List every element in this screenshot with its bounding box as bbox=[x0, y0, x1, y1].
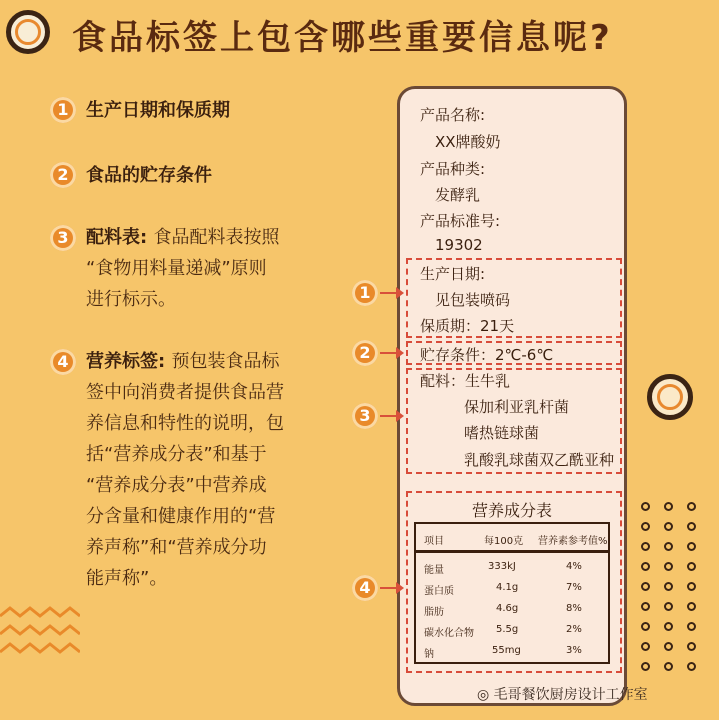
nutrition-nrv: 3% bbox=[566, 645, 582, 656]
arrow-icon bbox=[380, 292, 402, 294]
dot-decoration bbox=[641, 522, 650, 531]
dot-decoration bbox=[664, 582, 673, 591]
item-3-line: “食物用料量递减”原则 bbox=[86, 258, 267, 279]
decorative-ring-icon bbox=[647, 374, 693, 420]
dot-decoration bbox=[664, 522, 673, 531]
nutrition-nrv: 4% bbox=[566, 561, 582, 572]
dot-pattern-decoration bbox=[641, 502, 711, 682]
dot-decoration bbox=[687, 522, 696, 531]
wechat-icon: ◎ bbox=[477, 687, 494, 703]
item-3-line: 食品配料表按照 bbox=[153, 227, 280, 248]
ingredients-label: 配料：生牛乳 bbox=[420, 372, 511, 390]
item-number-4: 4 bbox=[50, 349, 76, 375]
item-4-line: 括“营养成分表”和基于 bbox=[86, 444, 267, 465]
nutrition-item: 能量 bbox=[424, 565, 444, 576]
item-3-line: 进行标示。 bbox=[86, 289, 176, 310]
watermark bbox=[477, 684, 648, 704]
nutrition-item: 脂肪 bbox=[424, 607, 444, 618]
dot-decoration bbox=[664, 642, 673, 651]
nutrition-header: 项目 bbox=[424, 536, 444, 547]
item-3 bbox=[86, 222, 348, 315]
item-4-line: 签中向消费者提供食品营 bbox=[86, 382, 284, 403]
nutrition-item: 蛋白质 bbox=[424, 586, 454, 597]
dot-decoration bbox=[687, 542, 696, 551]
dot-decoration bbox=[641, 622, 650, 631]
dot-decoration bbox=[641, 562, 650, 571]
shelf-life: 保质期：21天 bbox=[420, 317, 515, 335]
arrow-icon bbox=[380, 587, 402, 589]
nutrition-nrv: 8% bbox=[566, 603, 582, 614]
dot-decoration bbox=[641, 642, 650, 651]
item-1-label: 生产日期和保质期 bbox=[86, 100, 230, 121]
product-standard-label: 产品标准号: bbox=[420, 212, 501, 230]
nutrition-value: 4.1g bbox=[496, 582, 519, 593]
nutrition-item: 碳水化合物 bbox=[424, 628, 474, 639]
item-4-line: 能声称”。 bbox=[86, 568, 168, 589]
dot-decoration bbox=[664, 622, 673, 631]
arrow-icon bbox=[380, 352, 402, 354]
product-name-value: XX牌酸奶 bbox=[435, 133, 501, 151]
dot-decoration bbox=[664, 502, 673, 511]
watermark-text: 毛哥餐饮厨房设计工作室 bbox=[493, 687, 648, 703]
item-number-1: 1 bbox=[50, 97, 76, 123]
nutrition-nrv: 7% bbox=[566, 582, 582, 593]
nutrition-title: 营养成分表 bbox=[472, 501, 553, 520]
nutrition-header: 每100克 bbox=[484, 536, 524, 547]
callout-number-4: 4 bbox=[352, 575, 378, 601]
dot-decoration bbox=[687, 602, 696, 611]
product-type-value: 发酵乳 bbox=[435, 186, 481, 204]
item-2 bbox=[86, 160, 348, 191]
dot-decoration bbox=[641, 542, 650, 551]
nutrition-table bbox=[414, 522, 610, 664]
dot-decoration bbox=[641, 602, 650, 611]
dot-decoration bbox=[664, 662, 673, 671]
item-3-label: 配料表: bbox=[86, 227, 148, 248]
nutrition-value: 4.6g bbox=[496, 603, 519, 614]
arrow-icon bbox=[380, 415, 402, 417]
storage-condition: 贮存条件：2℃-6℃ bbox=[420, 346, 554, 364]
ingredient-item: 保加利亚乳杆菌 bbox=[464, 398, 570, 416]
product-standard-value: 19302 bbox=[435, 236, 483, 254]
decorative-ring-icon bbox=[6, 10, 50, 54]
item-1 bbox=[86, 95, 348, 126]
dot-decoration bbox=[664, 602, 673, 611]
item-number-3: 3 bbox=[50, 225, 76, 251]
dot-decoration bbox=[687, 622, 696, 631]
nutrition-value: 333kJ bbox=[488, 561, 516, 572]
item-4-label: 营养标签: bbox=[86, 351, 166, 372]
nutrition-value: 55mg bbox=[492, 645, 521, 656]
item-4-line: 养声称”和“营养成分功 bbox=[86, 537, 267, 558]
nutrition-value: 5.5g bbox=[496, 624, 519, 635]
dot-decoration bbox=[687, 562, 696, 571]
item-4 bbox=[86, 346, 348, 594]
nutrition-nrv: 2% bbox=[566, 624, 582, 635]
item-4-line: 养信息和特性的说明，包 bbox=[86, 413, 284, 434]
dot-decoration bbox=[641, 502, 650, 511]
item-4-line: 预包装食品标 bbox=[171, 351, 280, 372]
ingredient-item: 乳酸乳球菌双乙酰亚种 bbox=[464, 451, 615, 469]
callout-number-2: 2 bbox=[352, 340, 378, 366]
dot-decoration bbox=[687, 642, 696, 651]
dot-decoration bbox=[664, 562, 673, 571]
dot-decoration bbox=[664, 542, 673, 551]
callout-number-3: 3 bbox=[352, 403, 378, 429]
dot-decoration bbox=[687, 662, 696, 671]
production-date-value: 见包装喷码 bbox=[435, 291, 511, 309]
item-2-label: 食品的贮存条件 bbox=[86, 165, 212, 186]
nutrition-item: 钠 bbox=[424, 649, 434, 660]
dot-decoration bbox=[641, 582, 650, 591]
dot-decoration bbox=[641, 662, 650, 671]
page-title: 食品标签上包含哪些重要信息呢? bbox=[72, 18, 613, 58]
production-date-label: 生产日期: bbox=[420, 265, 486, 283]
ingredient-item: 嗜热链球菌 bbox=[464, 424, 540, 442]
nutrition-header: 营养素参考值% bbox=[538, 536, 608, 547]
zigzag-decoration bbox=[0, 606, 80, 676]
item-4-line: “营养成分表”中营养成 bbox=[86, 475, 267, 496]
product-type-label: 产品种类: bbox=[420, 160, 486, 178]
callout-number-1: 1 bbox=[352, 280, 378, 306]
item-number-2: 2 bbox=[50, 162, 76, 188]
dot-decoration bbox=[687, 502, 696, 511]
product-name-label: 产品名称: bbox=[420, 106, 486, 124]
item-4-line: 分含量和健康作用的“营 bbox=[86, 506, 276, 527]
dot-decoration bbox=[687, 582, 696, 591]
